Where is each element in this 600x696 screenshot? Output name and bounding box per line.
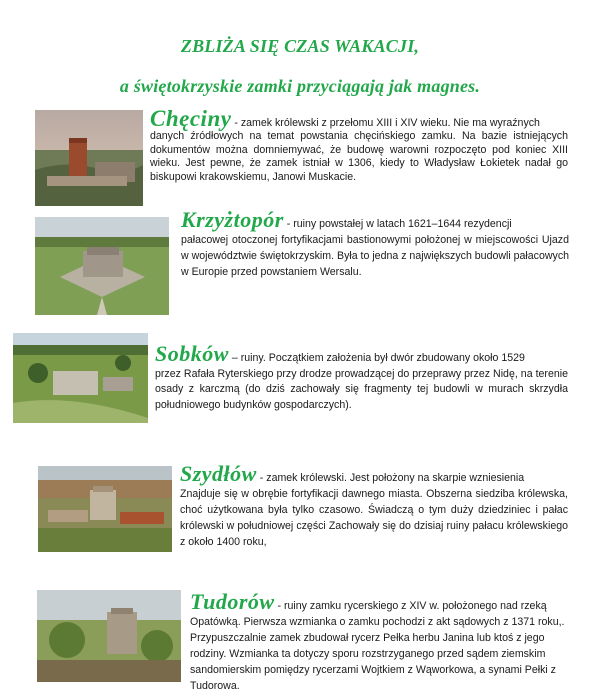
szydlow-text: Znajduje się w obrębie fortyfikacji dawnego miasta. Obszerna siedziba królewska, choć użytkowana była tylko czasowo. Świadczą o tym duży dziedziniec i pałac królewski w południowej części Zachowały się do dzisiaj ruiny pałacu królewskiego z około 1400 roku, [180,488,568,548]
szydlow-lead: - zamek królewski. Jest położony na skarpie wzniesienia [256,472,525,484]
checiny-photo [35,110,143,206]
sobkow-photo [13,333,148,423]
checiny-heading: Chęciny [150,106,232,131]
krzyztopor-photo [35,217,169,315]
tudorow-section [190,589,568,694]
szydlow-photo [38,466,172,552]
krzyztopor-text: pałacowej otoczonej fortyfikacjami bastionowymi położonej w miejscowości Ujazd w województwie świętokrzyskim. Była to jedna z największych budowli pałacowych w Europie przed powstaniem Wersalu. [181,234,570,278]
sobkow-heading: Sobków [155,341,229,366]
tudorow-heading: Tudorów [190,589,275,614]
tudorow-lead: - ruiny zamku rycerskiego z XIV w. położonego nad rzeką [274,600,547,612]
szydlow-section [180,461,568,550]
sobkow-section [155,341,568,413]
sobkow-lead: – ruiny. Początkiem założenia był dwór zbudowany około 1529 [228,352,525,364]
krzyztopor-heading: Krzyżtopór [181,207,284,232]
page-title: ZBLIŻA SIĘ CZAS WAKACJI, [180,36,420,56]
page-subtitle: a świętokrzyskie zamki przyciągają jak magnes. [119,76,481,96]
sobkow-text: przez Rafała Ryterskiego przy drodze prowadzącej do przeprawy przez Nidę, na terenie osady z karczmą (do dziś zachowały się fragmenty tej budowli w murach skrzydła południowego budynków gospodarczych). [155,367,568,411]
tudorow-text: Opatówką. Pierwsza wzmianka o zamku pochodzi z akt sądowych z 1371 roku,. Przypuszczalnie zamek zbudował rycerz Pełka herbu Janina lub ktoś z jego rodziny. Wzmianka ta dotyczy sporu rozstrzyganego przed sądem ziemskim sandomierskim pomiędzy rycerzami Wojtkiem z Wąworkowa, a synami Pełki z Tudorowa. [190,616,565,692]
checiny-text: danych źródłowych na temat powstania chęcińskiego zamku. Na bazie istniejących dokumentów można domniemywać, że budowę warowni rozpoczęto pod koniec XIII wieku. Jest pewne, że zamek istniał w 1306, kiedy to Władysław Łokietek nadał go biskupowi krakowskiemu, Janowi Muskacie. [150,130,568,183]
checiny-lead: - zamek królewski z przełomu XIII i XIV wieku. Nie ma wyraźnych [231,117,540,129]
krzyztopor-section [181,207,570,280]
checiny-section [150,106,568,184]
krzyztopor-lead: - ruiny powstałej w latach 1621–1644 rezydencji [283,218,512,230]
tudorow-photo [37,590,181,682]
szydlow-heading: Szydłów [180,461,257,486]
